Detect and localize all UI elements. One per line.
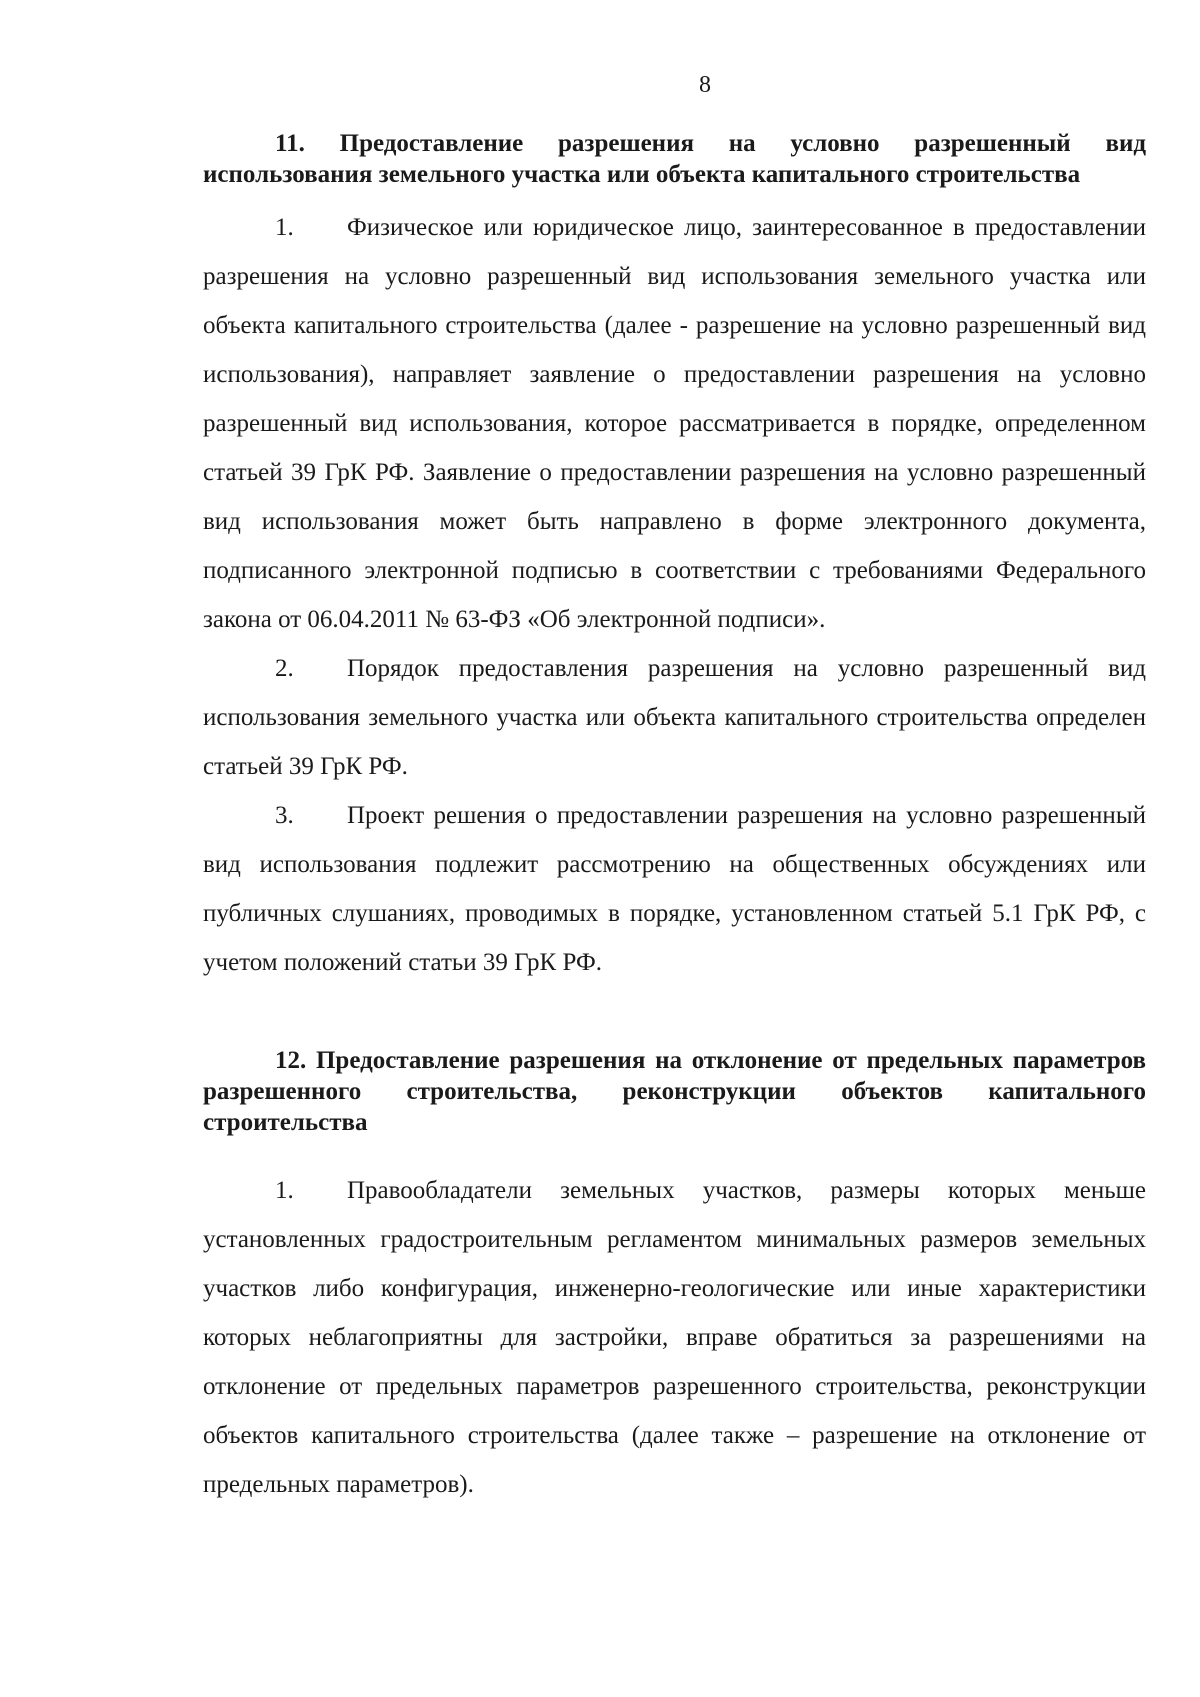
section-12-paragraph-1 bbox=[203, 1166, 1146, 1509]
page-number: 8 bbox=[699, 72, 711, 98]
paragraph-text: Физическое или юридическое лицо, заинтересованное в предоставлении разрешения на условно разрешенный вид использования земельного участка или объекта капитального строительства (далее - разрешение на условно разрешенный вид использования), направляет заявление о предоставлении разрешения на условно разрешенный вид использования, которое рассматривается в порядке, определенном статьей 39 ГрК РФ. Заявление о предоставлении разрешения на условно разрешенный вид использования может быть направлено в форме электронного документа, подписанного электронной подписью в соответствии с требованиями Федерального закона от 06.04.2011 № 63-ФЗ «Об электронной подписи». bbox=[203, 214, 1146, 633]
section-11-paragraph-3 bbox=[203, 791, 1146, 987]
section-12-heading: 12. Предоставление разрешения на отклонение от предельных параметров разрешенного строительства, реконструкции объектов капитального строительства bbox=[203, 1047, 1146, 1136]
paragraph-number: 1. bbox=[275, 214, 294, 241]
paragraph-text: Порядок предоставления разрешения на условно разрешенный вид использования земельного участка или объекта капитального строительства определен статьей 39 ГрК РФ. bbox=[203, 655, 1146, 780]
paragraph-text: Проект решения о предоставлении разрешения на условно разрешенный вид использования подлежит рассмотрению на общественных обсуждениях или публичных слушаниях, проводимых в порядке, установленном статьей 5.1 ГрК РФ, с учетом положений статьи 39 ГрК РФ. bbox=[203, 802, 1146, 976]
paragraph-number: 1. bbox=[275, 1177, 294, 1204]
paragraph-number: 3. bbox=[275, 802, 294, 829]
section-11-paragraph-2 bbox=[203, 644, 1146, 791]
section-11-heading: 11. Предоставление разрешения на условно разрешенный вид использования земельного участка или объекта капитального строительства bbox=[203, 130, 1146, 188]
paragraph-number: 2. bbox=[275, 655, 294, 682]
document-body bbox=[203, 128, 1146, 1509]
paragraph-text: Правообладатели земельных участков, размеры которых меньше установленных градостроительным регламентом минимальных размеров земельных участков либо конфигурация, инженерно-геологические или иные характеристики которых неблагоприятны для застройки, вправе обратиться за разрешениями на отклонение от предельных параметров разрешенного строительства, реконструкции объектов капитального строительства (далее также – разрешение на отклонение от предельных параметров). bbox=[203, 1177, 1146, 1498]
section-11-paragraph-1 bbox=[203, 203, 1146, 644]
